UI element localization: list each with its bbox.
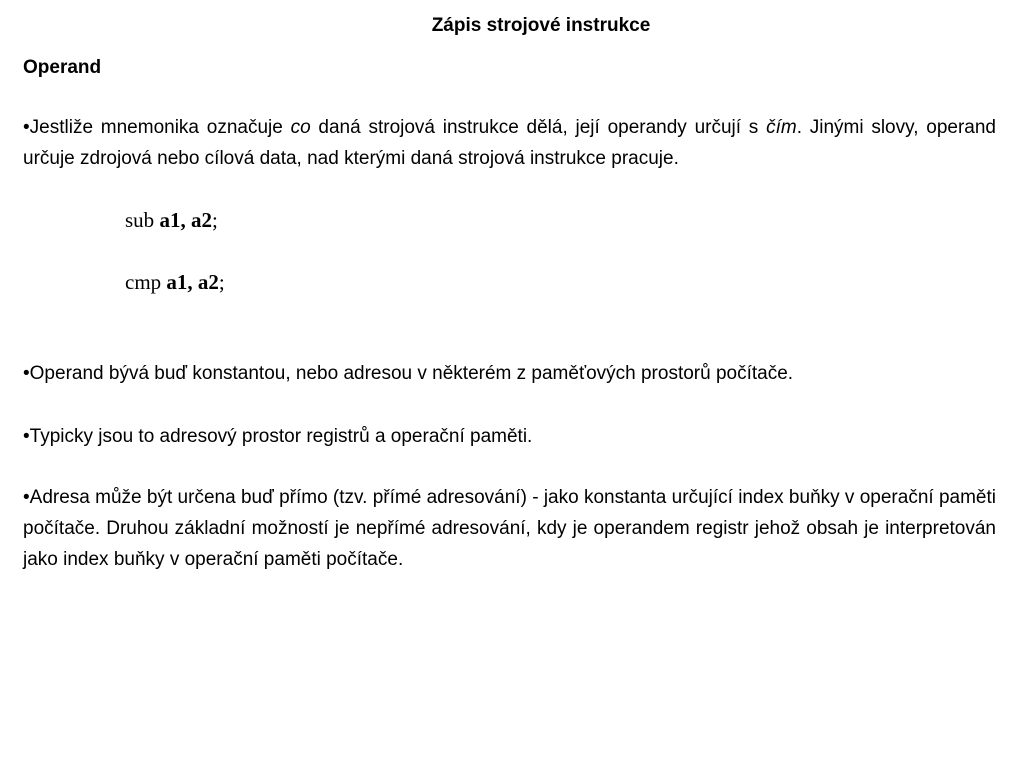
code-mnemonic: sub [125,208,160,232]
code-terminator: ; [211,208,218,232]
emphasis-co: co [290,117,311,138]
code-operands: a1, a2 [166,270,219,294]
paragraph-text: •Jestliže mnemonika označuje [23,117,291,138]
slide-title: Zápis strojové instrukce [431,15,651,36]
emphasis-cim: čím [766,117,797,138]
paragraph-text: daná strojová instrukce dělá, její operandy určují s [310,117,767,138]
code-terminator: ; [218,270,225,294]
paragraph-addressing-modes: •Adresa může být určena buď přímo (tzv. přímé adresování) - jako konstanta určující index buňky v operační paměti počítače. Druhou základní možností je nepřímé adresování, kdy je operandem registr jehož obsah je interpretován jako index buňky v operační paměti počítače. [23,487,996,570]
section-heading: Operand [23,57,102,78]
paragraph-text: . Jinými slovy, operand určuje zdrojová nebo cílová data, nad kterými daná strojová instrukce pracuje. [23,117,996,169]
code-mnemonic: cmp [125,270,167,294]
paragraph-operand-definition [23,112,996,174]
code-example-cmp [125,268,225,296]
code-example-sub [125,206,218,234]
code-operands: a1, a2 [159,208,212,232]
paragraph-operand-kinds: •Operand bývá buď konstantou, nebo adresou v některém z paměťových prostorů počítače. [23,363,794,384]
paragraph-address-spaces: •Typicky jsou to adresový prostor registrů a operační paměti. [23,426,533,447]
